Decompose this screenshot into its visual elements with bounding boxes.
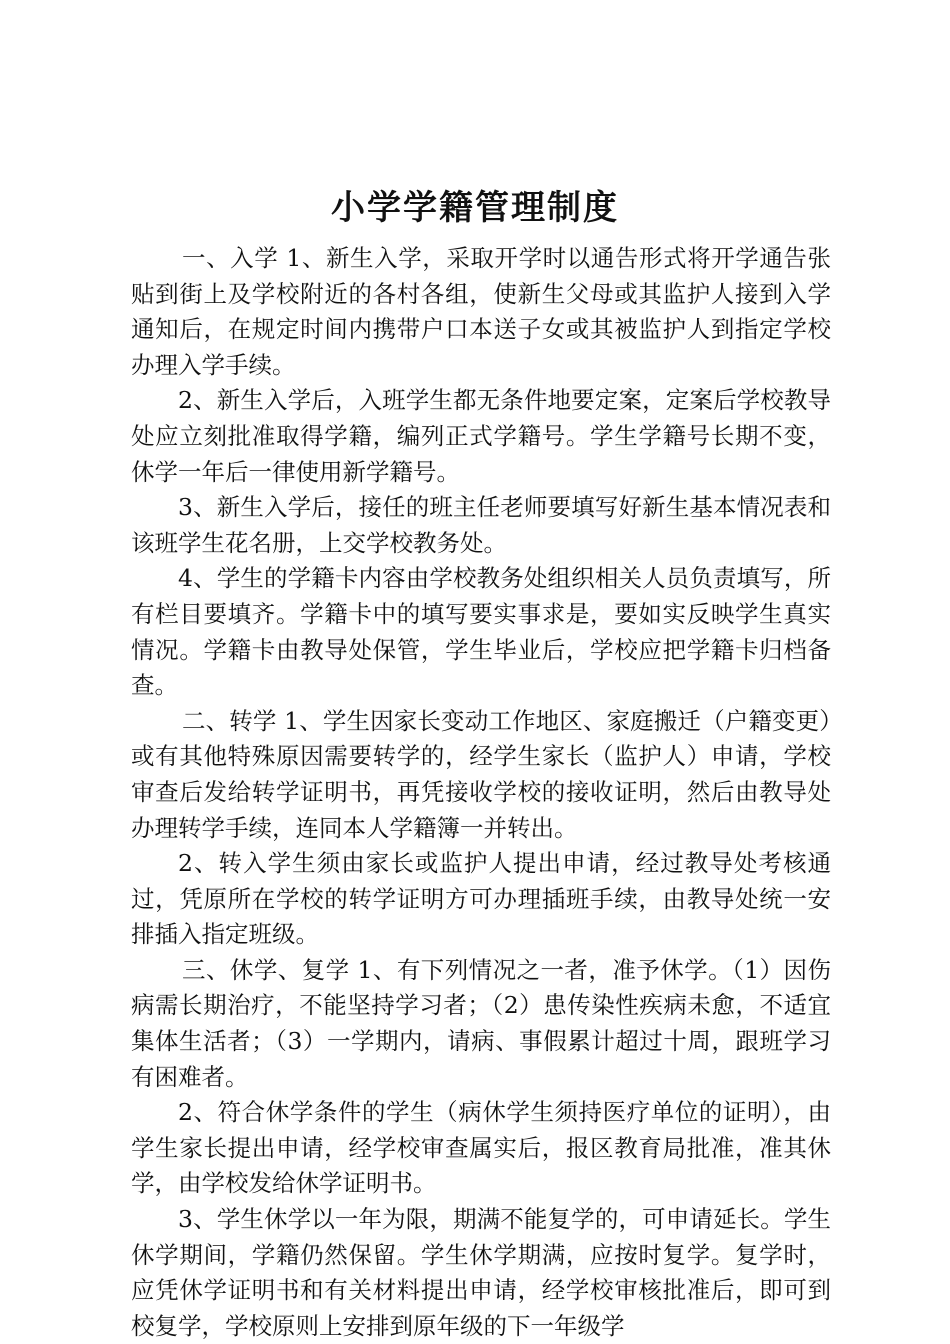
paragraph: 3、新生入学后，接任的班主任老师要填写好新生基本情况表和该班学生花名册，上交学校教务处。 — [131, 493, 831, 557]
paragraph-enrollment: 一、入学 1、新生入学，采取开学时以通告形式将开学通告张贴到街上及学校附近的各村各组，使新生父母或其监护人接到入学通知后，在规定时间内携带户口本送子女或其被监护人到指定学校办理入学手续。 — [131, 244, 831, 379]
paragraph-suspension: 三、休学、复学 1、有下列情况之一者，准予休学。（1）因伤病需长期治疗，不能坚持学习者；（2）患传染性疾病未愈，不适宜集体生活者；（3）一学期内，请病、事假累计超过十周，跟班学习有困难者。 — [131, 955, 831, 1091]
document-title: 小学学籍管理制度 — [331, 188, 619, 228]
document-body — [131, 241, 831, 1344]
paragraph: 2、符合休学条件的学生（病休学生须持医疗单位的证明），由学生家长提出申请，经学校审查属实后，报区教育局批准，准其休学，由学校发给休学证明书。 — [131, 1098, 831, 1198]
paragraph: 4、学生的学籍卡内容由学校教务处组织相关人员负责填写，所有栏目要填齐。学籍卡中的填写要实事求是，要如实反映学生真实情况。学籍卡由教导处保管，学生毕业后，学校应把学籍卡归档备查。 — [131, 564, 831, 700]
paragraph: 3、学生休学以一年为限，期满不能复学的，可申请延长。学生休学期间，学籍仍然保留。学生休学期满，应按时复学。复学时，应凭休学证明书和有关材料提出申请，经学校审核批准后，即可到校复学，学校原则上安排到原年级的下一年级学 — [131, 1205, 831, 1340]
paragraph: 2、转入学生须由家长或监护人提出申请，经过教导处考核通过，凭原所在学校的转学证明方可办理插班手续，由教导处统一安排插入指定班级。 — [131, 849, 831, 949]
paragraph-transfer: 二、转学 1、学生因家长变动工作地区、家庭搬迁（户籍变更）或有其他特殊原因需要转学的，经学生家长（监护人）申请，学校审查后发给转学证明书，再凭接收学校的接收证明，然后由教导处办理转学手续，连同本人学籍簿一并转出。 — [131, 706, 831, 842]
paragraph: 2、新生入学后，入班学生都无条件地要定案，定案后学校教导处应立刻批准取得学籍，编列正式学籍号。学生学籍号长期不变，休学一年后一律使用新学籍号。 — [131, 386, 831, 486]
